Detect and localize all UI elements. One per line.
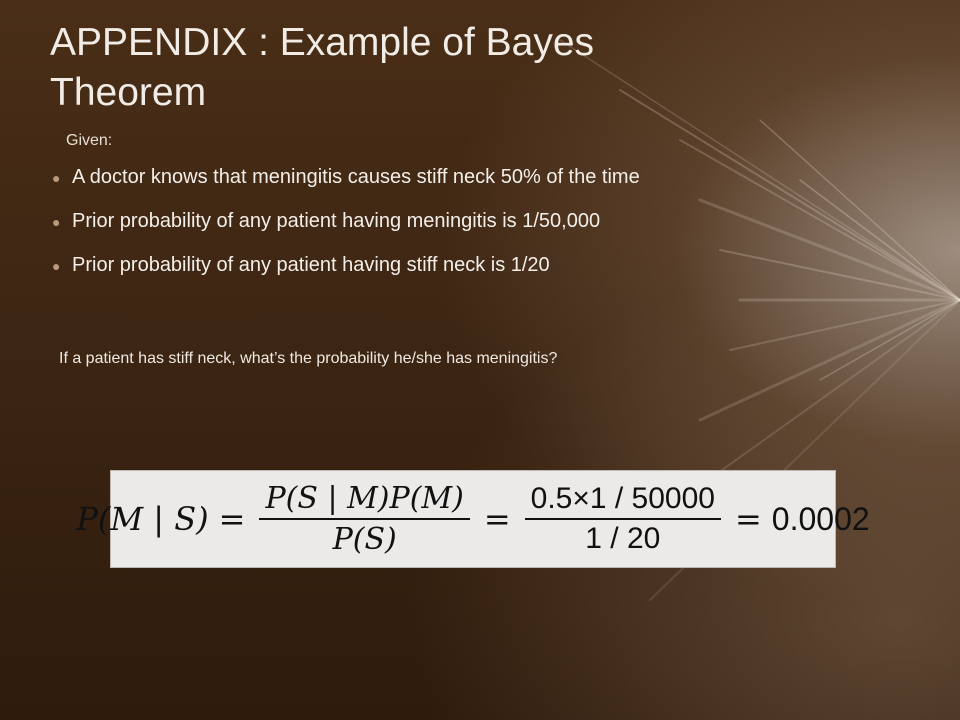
list-item-text: Prior probability of any patient having stiff neck is 1/20: [72, 254, 550, 276]
slide-title: APPENDIX : Example of Bayes Theorem: [50, 21, 595, 114]
formula-result: 0.0002: [771, 500, 870, 537]
list-item: [52, 210, 872, 254]
given-label: Given:: [66, 132, 113, 149]
bullet-icon: ●: [52, 258, 61, 274]
equals-sign: =: [218, 500, 246, 538]
fraction-numerator: 0.5×1 / 50000: [530, 482, 715, 515]
bayes-formula-box: [76, 470, 870, 568]
fraction-denominator: 1 / 20: [585, 522, 661, 555]
fraction-bar: [525, 518, 721, 520]
bullet-icon: ●: [52, 214, 61, 230]
fraction-denominator: P(S): [332, 522, 397, 557]
equals-sign: =: [734, 500, 762, 538]
list-item: [52, 166, 872, 210]
given-list: [52, 166, 872, 298]
list-item-text: Prior probability of any patient having meningitis is 1/50,000: [72, 210, 601, 232]
bullet-icon: ●: [52, 170, 61, 186]
formula-lhs: P(M | S): [76, 500, 209, 538]
equals-sign: =: [483, 500, 511, 538]
list-item: [52, 254, 872, 298]
fraction-numerator: P(S | M)P(M): [265, 481, 464, 516]
list-item-text: A doctor knows that meningitis causes stiff neck 50% of the time: [72, 166, 640, 188]
question-text: If a patient has stiff neck, what’s the probability he/she has meningitis?: [59, 350, 558, 367]
numeric-fraction: [525, 482, 721, 556]
fraction-bar: [259, 518, 469, 520]
bayes-fraction: [259, 481, 469, 557]
